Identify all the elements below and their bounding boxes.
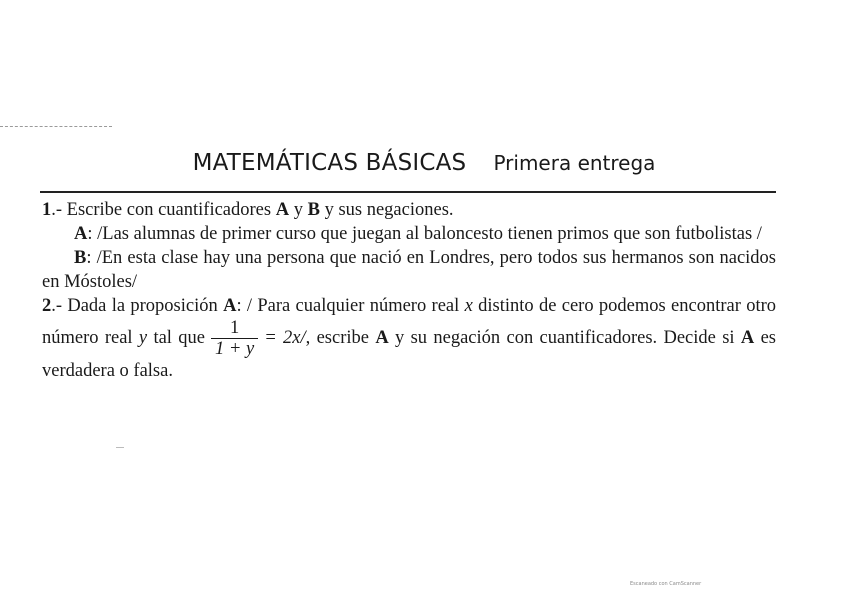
statement-a-label: A (74, 224, 88, 244)
statement-b (42, 246, 776, 294)
problem-1-lead: .- Escribe con cuantificadores (51, 200, 276, 220)
problem-2-lead: .- Dada la proposición (51, 296, 224, 316)
assignment-subtitle: Primera entrega (493, 151, 656, 175)
problem-1-number: 1 (42, 200, 52, 220)
variable-y: y (138, 327, 148, 348)
problem-1-intro (42, 198, 776, 222)
statement-a-text: : /Las alumnas de primer curso que juegan al baloncesto tienen primos que son futbolistas / (87, 224, 762, 244)
problem-2-label-a-2: A (375, 327, 389, 348)
problem-2-part4: , escribe (305, 327, 376, 348)
problem-2 (42, 294, 776, 383)
fraction (211, 318, 258, 359)
course-title: MATEMÁTICAS BÁSICAS (192, 150, 467, 176)
scan-artifact-mark (116, 447, 124, 448)
problem-1-label-b: B (307, 200, 320, 220)
problem-2-part5: y su negación con cuantificadores. Decide si (388, 327, 741, 348)
problem-2-part3: tal que (147, 327, 205, 348)
header-rule (40, 191, 776, 193)
equation-rhs: = 2x/ (264, 327, 306, 348)
statement-b-text: : /En esta clase hay una persona que nació en Londres, pero todos sus hermanos son nacidos en Móstoles/ (42, 248, 776, 292)
scanner-watermark: Escaneado con CamScanner (630, 581, 702, 587)
problem-2-part6: es verdadera o falsa. (42, 327, 776, 381)
problem-2-part2: distinto de cero podemos encontrar otro número real (42, 296, 776, 348)
problem-1-and: y (289, 200, 308, 220)
fraction-denominator: 1 + y (211, 338, 258, 359)
variable-x: x (464, 296, 473, 316)
problem-1-tail: y sus negaciones. (319, 200, 454, 220)
problem-2-label-a-3: A (740, 327, 755, 348)
scan-artifact-dashes (0, 126, 112, 127)
problem-2-part1: : / Para cualquier número real (236, 296, 465, 316)
document-header (0, 150, 848, 176)
fraction-numerator: 1 (229, 318, 240, 338)
problem-content (42, 198, 776, 383)
problem-2-number: 2 (42, 296, 52, 316)
problem-2-label-a: A (223, 296, 237, 316)
statement-a (42, 222, 776, 246)
problem-1-label-a: A (275, 200, 290, 220)
statement-b-label: B (74, 248, 87, 268)
